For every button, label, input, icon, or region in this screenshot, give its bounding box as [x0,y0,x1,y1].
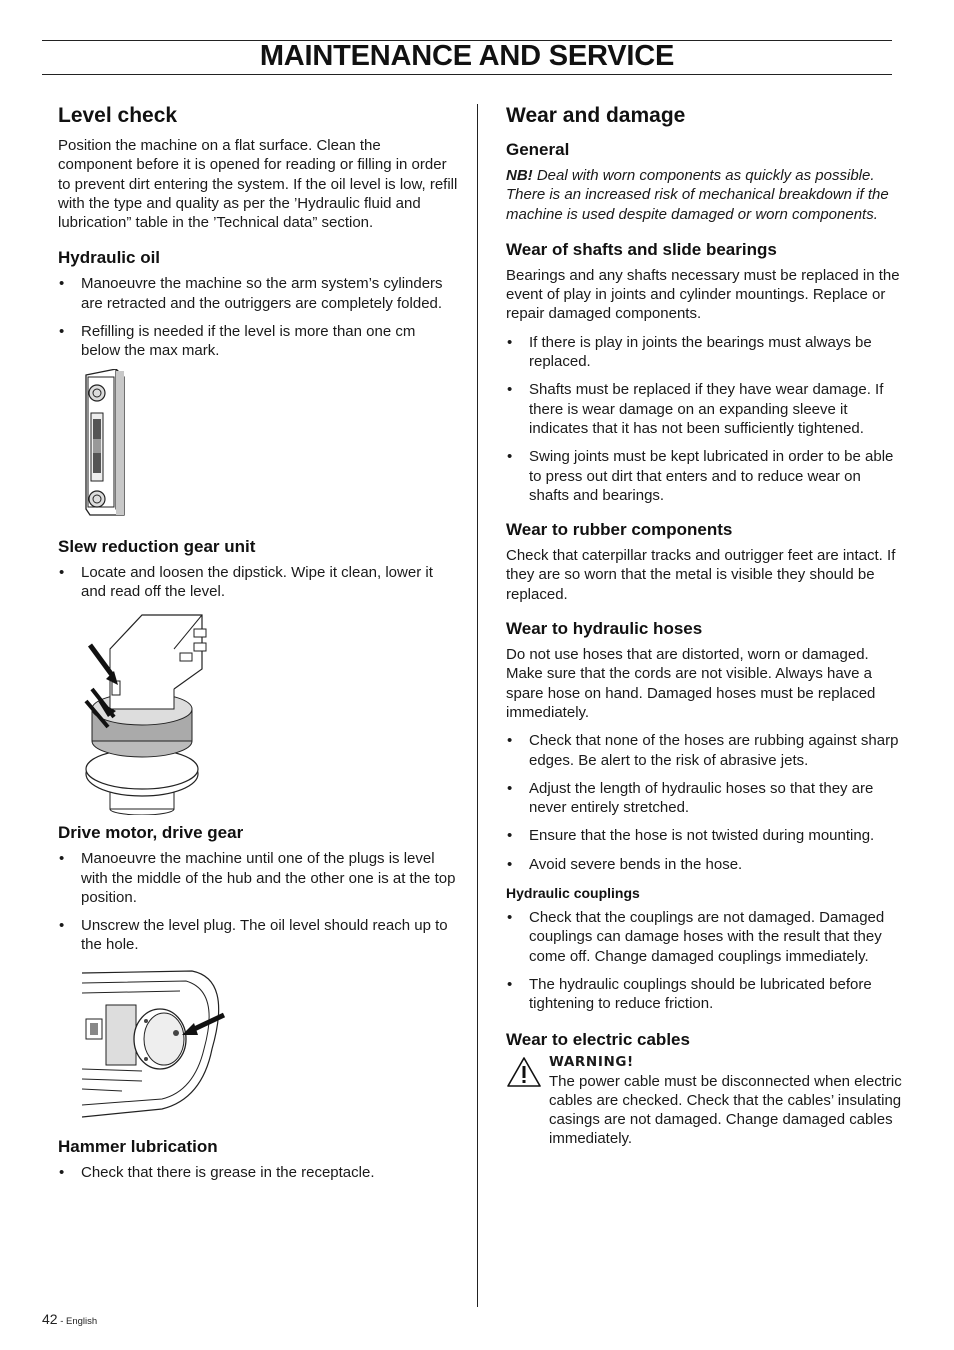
slew-list [58,563,458,602]
general-section [506,140,902,224]
column-divider [477,104,478,1307]
warning-box [506,1054,902,1149]
electric-section [506,1030,902,1149]
warning-text: The power cable must be disconnected when electric cables are checked. Check that the cables’ insulating casings are not damaged. Change damaged cables immediately. [549,1072,902,1148]
list-item: • Locate and loosen the dipstick. Wipe it clean, lower it and read off the level. [58,563,458,602]
slew-section [58,537,458,816]
sight-glass-illustration [82,369,152,521]
list-item: • Manoeuvre the machine until one of the plugs is level with the middle of the hub and the other one is at the top position. [58,849,458,907]
hoses-intro: Do not use hoses that are distorted, worn or damaged. Make sure that the cords are not visible. Always have a spare hose on hand. Damaged hoses must be replaced immediately. [506,646,876,721]
electric-heading: Wear to electric cables [506,1029,690,1049]
rubber-section [506,520,902,604]
right-column [506,104,902,1149]
list-item: • If there is play in joints the bearings must always be replaced. [506,333,902,372]
wear-heading: Wear and damage [506,104,686,127]
hoses-heading: Wear to hydraulic hoses [506,619,703,639]
drive-heading: Drive motor, drive gear [58,823,244,843]
shafts-intro: Bearings and any shafts necessary must be replaced in the event of play in joints and cylinder mountings. Replace or repair damaged components. [506,266,900,323]
hydraulic-oil-heading: Hydraulic oil [58,248,161,268]
couplings-list [506,908,902,1013]
slew-heading: Slew reduction gear unit [58,536,256,556]
page-number: 42 [42,1311,58,1327]
general-heading: General [506,140,570,159]
hammer-section [58,1137,458,1182]
list-item: • Adjust the length of hydraulic hoses so that they are never entirely stretched. [506,779,902,818]
drive-list [58,849,458,954]
nb-label: NB! [506,167,533,184]
left-column [58,104,458,1182]
shafts-section [506,240,902,505]
warning-label: WARNING! [549,1053,634,1070]
hydraulic-oil-list [58,274,458,360]
hydraulic-oil-section [58,248,458,520]
couplings-heading: Hydraulic couplings [506,885,640,902]
nb-paragraph [506,166,902,224]
list-item: • Refilling is needed if the level is more than one cm below the max mark. [58,322,458,361]
drive-section [58,823,458,1120]
list-item: • Avoid severe bends in the hose. [506,855,902,874]
page-footer [42,1311,97,1327]
rubber-text: Check that caterpillar tracks and outrigger feet are intact. If they are so worn that the metal is visible they should be replaced. [506,547,896,603]
list-item: • Ensure that the hose is not twisted during mounting. [506,826,902,845]
hoses-list [506,731,902,874]
nb-text: Deal with worn components as quickly as possible. There is an increased risk of mechanical breakdown if the machine is used despite damaged or worn components. [506,167,889,223]
slew-gear-illustration [82,609,222,815]
page-title: MAINTENANCE AND SERVICE [259,40,675,72]
couplings-section [506,885,902,1013]
header-rule-bottom [42,74,892,75]
drive-motor-illustration [82,969,232,1121]
shafts-list [506,333,902,505]
level-check-intro: Position the machine on a flat surface. Clean the component before it is opened for reading or filling in order to prevent dirt entering the system. If the oil level is low, refill with the type and quality as per the ’Hydraulic fluid and lubrication” table in the ’Technical data” section. [58,137,458,232]
shafts-heading: Wear of shafts and slide bearings [506,239,777,259]
footer-language: - English [57,1316,98,1327]
list-item: • Unscrew the level plug. The oil level should reach up to the hole. [58,916,458,955]
hammer-list [58,1163,458,1182]
rubber-heading: Wear to rubber components [506,520,733,540]
level-check-heading: Level check [58,104,178,127]
list-item: • Manoeuvre the machine so the arm system’s cylinders are retracted and the outriggers are completely folded. [58,274,458,313]
list-item: • Check that there is grease in the receptacle. [58,1163,458,1182]
list-item: • Swing joints must be kept lubricated in order to be able to press out dirt that enters and to reduce wear on shafts and bearings. [506,447,902,505]
list-item: • Check that the couplings are not damaged. Damaged couplings can damage hoses with the result that they come off. Change damaged couplings immediately. [506,908,902,966]
hoses-section [506,619,902,874]
hammer-heading: Hammer lubrication [58,1136,218,1156]
warning-triangle-icon [506,1056,542,1088]
list-item: • Check that none of the hoses are rubbing against sharp edges. Be alert to the risk of abrasive jets. [506,731,902,770]
list-item: • The hydraulic couplings should be lubricated before tightening to reduce friction. [506,975,902,1014]
list-item: • Shafts must be replaced if they have wear damage. If there is wear damage on an expanding sleeve it indicates that it has not been sufficiently tightened. [506,380,902,438]
